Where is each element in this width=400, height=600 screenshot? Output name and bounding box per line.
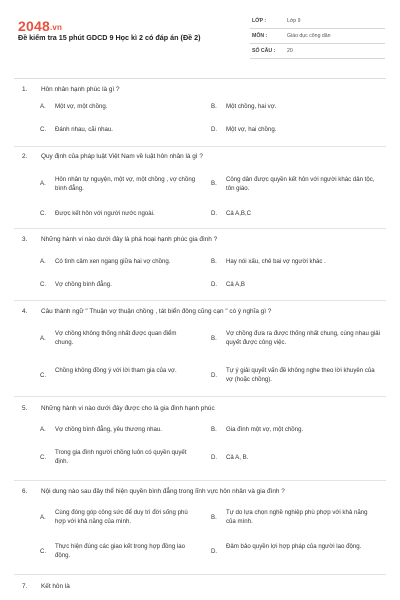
option-letter: D. (211, 372, 218, 379)
question-text: Những hành vi nào dưới đây là phá hoại hạnh phúc gia đình ? (41, 236, 218, 243)
meta-row-subject (250, 29, 385, 44)
question-1 (0, 80, 400, 148)
question-number: 3. (22, 236, 28, 243)
divider (14, 574, 386, 575)
meta-value: Lớp 9 (287, 18, 301, 24)
meta-value: 20 (287, 48, 293, 54)
question-5 (0, 398, 400, 478)
option-letter: C. (40, 548, 47, 555)
site-logo[interactable]: 2048.vn (18, 18, 63, 34)
option-text: Hay nói xấu, chê bai vợ người khác . (226, 258, 326, 265)
option-letter: B. (211, 103, 217, 110)
divider (14, 480, 386, 481)
option-letter: A. (40, 426, 46, 433)
question-number: 7. (22, 583, 28, 590)
question-text: Quy định của pháp luật Việt Nam về luật hôn nhân là gì ? (41, 153, 203, 160)
option-text: Cả A, B. (226, 454, 249, 461)
option-text: Trong gia đình người chồng luôn có quyền quyết định. (55, 449, 187, 465)
meta-label: LỚP : (252, 18, 267, 24)
page-title: Đề kiểm tra 15 phút GDCD 9 Học kì 2 có đáp án (Đề 2) (18, 33, 201, 42)
meta-value: Giáo dục công dân (287, 33, 331, 39)
question-text: Những hành vi nào dưới đây được cho là gia đình hạnh phúc (41, 405, 215, 412)
option-text: Vợ chồng không thống nhất được quan điểm chung. (55, 330, 177, 346)
option-letter: A. (40, 335, 46, 342)
option-letter: C. (40, 372, 47, 379)
option-letter: A. (40, 103, 46, 110)
divider (14, 146, 386, 147)
question-3 (0, 230, 400, 302)
option-text: Gia đình một vợ, một chồng. (226, 426, 304, 433)
quiz-meta (250, 14, 385, 59)
divider (14, 300, 386, 301)
option-text: Vợ chồng bình đẳng, yêu thương nhau. (55, 426, 162, 433)
option-letter: B. (211, 426, 217, 433)
option-text: Được kết hôn với người nước ngoài. (55, 210, 155, 217)
option-text: Hôn nhân tự nguyện, một vợ, một chồng , vợ chồng bình đẳng. (55, 176, 196, 192)
header-divider (14, 78, 386, 79)
option-letter: D. (211, 548, 218, 555)
option-text: Tự ý giải quyết vấn đề không nghe theo lời khuyên của vợ (hoặc chồng). (226, 367, 375, 383)
question-4 (0, 302, 400, 398)
option-text: Chồng không đồng ý với lời tham gia của vợ. (55, 367, 177, 374)
option-text: Thực hiện đúng các giao kết trong hợp đồng lao động. (55, 543, 186, 559)
option-letter: C. (40, 281, 47, 288)
question-2 (0, 148, 400, 228)
question-number: 6. (22, 488, 28, 495)
question-6 (0, 482, 400, 576)
question-7 (0, 576, 400, 600)
question-text: Hôn nhân hạnh phúc là gì ? (41, 86, 120, 93)
option-text: Đánh nhau, cãi nhau. (55, 126, 113, 133)
option-text: Cả A,B,C (226, 210, 252, 217)
option-letter: B. (211, 335, 217, 342)
option-text: Một chồng, hai vợ. (226, 103, 277, 110)
option-letter: D. (211, 126, 218, 133)
option-text: Đảm bảo quyền lợi hợp pháp của người lao động. (226, 543, 362, 550)
meta-row-grade (250, 14, 385, 29)
header (0, 0, 400, 80)
option-letter: D. (211, 210, 218, 217)
option-letter: B. (211, 258, 217, 265)
option-text: Vợ chồng bình đẳng. (55, 281, 112, 288)
option-text: Có tình cảm xen ngang giữa hai vợ chồng. (55, 258, 171, 265)
question-number: 2. (22, 153, 28, 160)
question-text: Nội dung nào sau đây thể hiện quyền bình đẳng trong lĩnh vực hôn nhân và gia đình ? (41, 488, 285, 495)
option-text: Một vợ, hai chồng. (226, 126, 277, 133)
divider (14, 228, 386, 229)
option-text: Một vợ, một chồng. (55, 103, 108, 110)
option-letter: B. (211, 180, 217, 187)
option-letter: B. (211, 514, 217, 521)
option-letter: C. (40, 126, 47, 133)
option-text: Cùng đóng góp công sức để duy trì đời sống phù hợp với khả năng của mình. (55, 509, 188, 525)
option-letter: A. (40, 180, 46, 187)
option-text: Tự do lựa chọn nghề nghiệp phù phợp với khả năng của mình. (226, 509, 368, 525)
meta-label: MÔN : (252, 33, 268, 39)
option-letter: C. (40, 210, 47, 217)
meta-label: SỐ CÂU : (252, 48, 276, 54)
question-text: Câu thành ngữ " Thuận vợ thuận chồng , tát biển đông cũng cạn " có ý nghĩa gì ? (41, 308, 272, 315)
option-letter: A. (40, 258, 46, 265)
question-number: 1. (22, 86, 28, 93)
option-letter: D. (211, 281, 218, 288)
question-number: 4. (22, 308, 28, 315)
option-text: Vợ chồng đưa ra được thống nhất chung, cùng nhau giải quyết được công việc. (226, 330, 381, 346)
divider (14, 396, 386, 397)
meta-row-count (250, 44, 385, 59)
option-letter: D. (211, 454, 218, 461)
question-text: Kết hôn là (41, 583, 70, 590)
option-letter: A. (40, 514, 46, 521)
option-text: Công dân được quyền kết hôn với người khác dân tộc, tôn giáo. (226, 176, 375, 192)
option-text: Cả A,B (226, 281, 245, 288)
option-letter: C. (40, 454, 47, 461)
question-number: 5. (22, 405, 28, 412)
